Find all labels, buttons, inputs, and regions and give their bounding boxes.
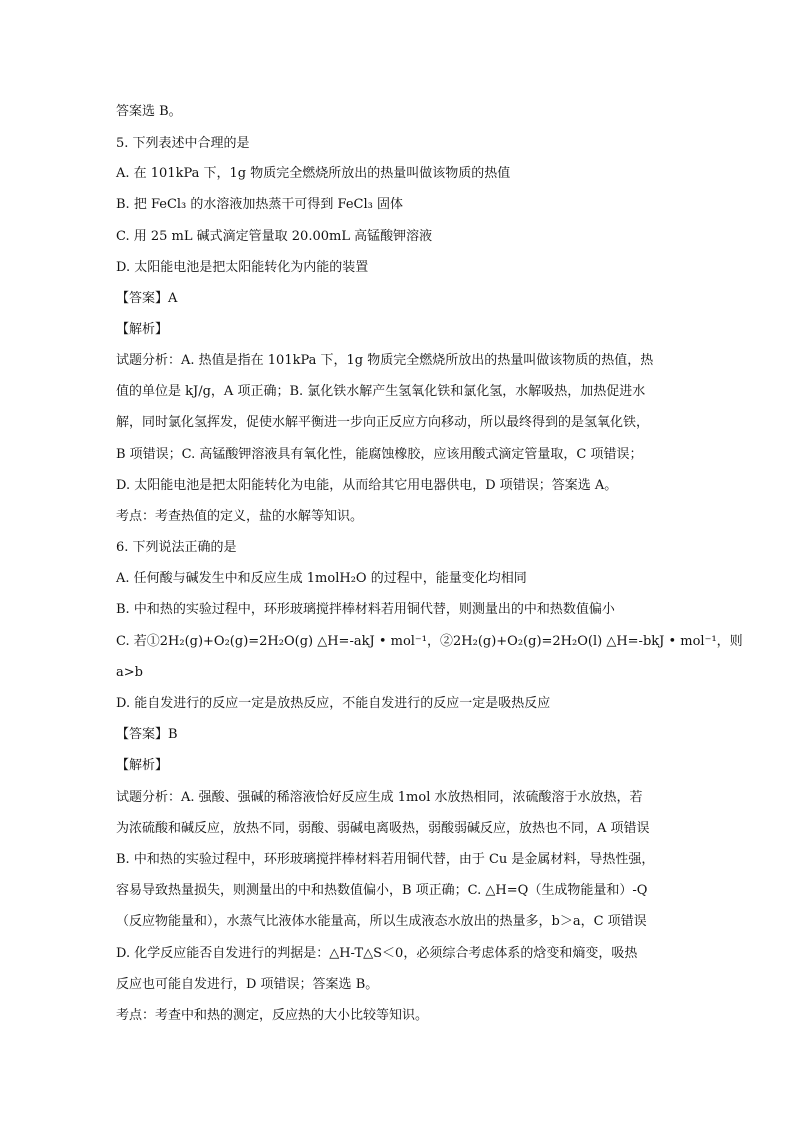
question-6-option-a: A. 任何酸与碱发生中和反应生成 1molH₂O 的过程中，能量变化均相同 bbox=[116, 571, 527, 586]
question-5-analysis-line: 解，同时氯化氢挥发，促使水解平衡进一步向正反应方向移动，所以最终得到的是氢氧化铁， bbox=[116, 415, 650, 430]
question-6-key-point: 考点：考查中和热的测定，反应热的大小比较等知识。 bbox=[116, 1008, 429, 1023]
question-6-analysis-line: D. 化学反应能否自发进行的判据是：△H-T△S＜0，必须综合考虑体系的焓变和熵变，吸热 bbox=[116, 946, 638, 961]
question-6-analysis-line: B. 中和热的实验过程中，环形玻璃搅拌棒材料若用铜代替，由于 Cu 是金属材料，导热性强， bbox=[116, 852, 655, 867]
question-5-analysis-line: 试题分析：A. 热值是指在 101kPa 下，1g 物质完全燃烧所放出的热量叫做该物质的热值，热 bbox=[116, 353, 654, 368]
question-6-analysis-line: 容易导致热量损失，则测量出的中和热数值偏小，B 项正确；C. △H=Q（生成物能量和）-Q bbox=[116, 883, 648, 898]
question-5-option-b: B. 把 FeCl₃ 的水溶液加热蒸干可得到 FeCl₃ 固体 bbox=[116, 197, 403, 212]
question-5-option-c: C. 用 25 mL 碱式滴定管量取 20.00mL 高锰酸钾溶液 bbox=[116, 229, 433, 244]
question-6-answer: 【答案】B bbox=[116, 727, 178, 742]
answer-choice-prev: 答案选 B。 bbox=[116, 104, 182, 119]
question-6-analysis-line: 试题分析：A. 强酸、强碱的稀溶液恰好反应生成 1mol 水放热相同，浓硫酸溶于水放热，若 bbox=[116, 790, 643, 805]
question-5-stem: 5. 下列表述中合理的是 bbox=[116, 136, 250, 151]
question-6-analysis-line: 反应也可能自发进行，D 项错误；答案选 B。 bbox=[116, 977, 379, 992]
question-5-answer: 【答案】A bbox=[116, 291, 178, 306]
question-6-option-b: B. 中和热的实验过程中，环形玻璃搅拌棒材料若用铜代替，则测量出的中和热数值偏小 bbox=[116, 602, 615, 617]
question-6-option-d: D. 能自发进行的反应一定是放热反应，不能自发进行的反应一定是吸热反应 bbox=[116, 696, 551, 711]
question-5-analysis-line: B 项错误；C. 高锰酸钾溶液具有氧化性，能腐蚀橡胶，应该用酸式滴定管量取，C 项错误； bbox=[116, 447, 643, 462]
question-5-option-a: A. 在 101kPa 下，1g 物质完全燃烧所放出的热量叫做该物质的热值 bbox=[116, 166, 511, 181]
question-6-analysis-heading: 【解析】 bbox=[116, 758, 169, 773]
question-5-option-d: D. 太阳能电池是把太阳能转化为内能的装置 bbox=[116, 260, 369, 275]
question-5-analysis-line: D. 太阳能电池是把太阳能转化为电能，从而给其它用电器供电，D 项错误；答案选 A。 bbox=[116, 478, 618, 493]
question-6-analysis-line: （反应物能量和），水蒸气比液体水能量高，所以生成液态水放出的热量多，b＞a，C 项错误 bbox=[116, 914, 647, 929]
question-6-option-c: C. 若①2H₂(g)+O₂(g)=2H₂O(g) △H=-akJ • mol⁻¹，②2H₂(g)+O₂(g)=2H₂O(l) △H=-bkJ • mol⁻¹，则 bbox=[116, 634, 743, 649]
question-5-key-point: 考点：考查热值的定义，盐的水解等知识。 bbox=[116, 509, 364, 524]
question-5-analysis-line: 值的单位是 kJ/g，A 项正确；B. 氯化铁水解产生氢氧化铁和氯化氢，水解吸热，加热促进水 bbox=[116, 384, 646, 399]
question-6-option-c-cont: a>b bbox=[116, 665, 143, 680]
question-5-analysis-heading: 【解析】 bbox=[116, 322, 169, 337]
question-6-analysis-line: 为浓硫酸和碱反应，放热不同，弱酸、弱碱电离吸热，弱酸弱碱反应，放热也不同，A 项错误 bbox=[116, 821, 650, 836]
question-6-stem: 6. 下列说法正确的是 bbox=[116, 540, 237, 555]
